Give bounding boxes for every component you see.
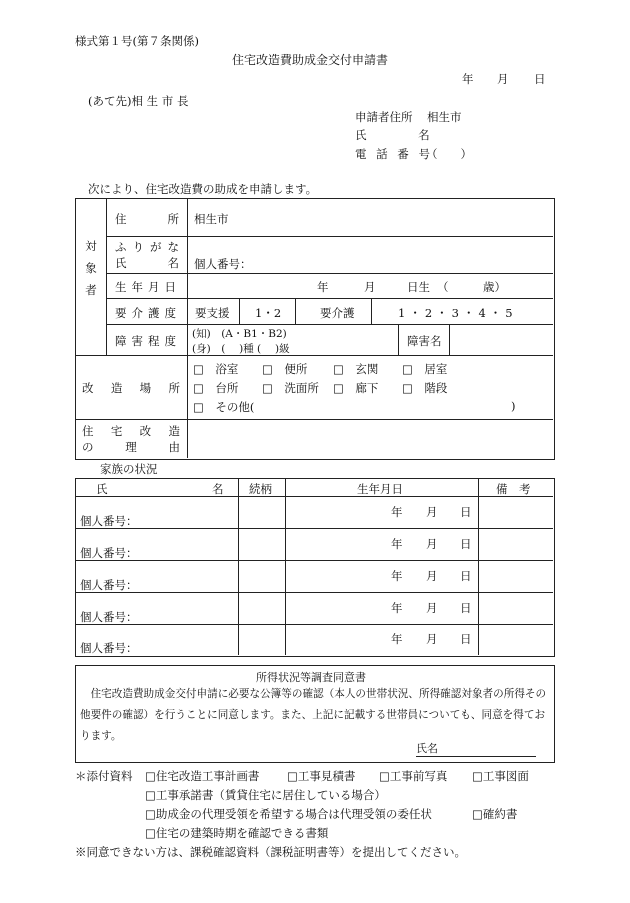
applicant-phone-label: 電 話 番 号: [355, 147, 433, 161]
subject-furigana-label: ふりがな: [115, 240, 185, 254]
family-heading: 家族の状況: [100, 462, 158, 476]
subject-disability-line1: (知) (A・B1・B2): [192, 328, 287, 340]
family-row-1-personal-number: 個人番号：: [80, 514, 138, 528]
page-title: 住宅改造費助成金交付申請書: [232, 53, 389, 67]
renovation-washroom[interactable]: □ 洗面所: [262, 381, 319, 395]
subject-group-label: 対象者: [85, 239, 97, 297]
attachment-photos[interactable]: □工事前写真: [379, 769, 448, 783]
attachments-label: ＊添付資料: [75, 769, 133, 783]
subject-care-needed-label: 要介護: [320, 306, 355, 320]
subject-support-label: 要支援: [195, 306, 230, 320]
attachment-pledge[interactable]: □確約書: [472, 807, 518, 821]
subject-support-levels: 1・2: [255, 306, 282, 320]
attachment-estimate[interactable]: □工事見積書: [287, 769, 356, 783]
subject-disability-label: 障害程度: [115, 334, 181, 348]
family-row-5-month: 月: [426, 632, 438, 646]
subject-address-value: 相生市: [194, 212, 229, 226]
applicant-phone-value: （ ）: [426, 147, 472, 161]
footnote: ※同意できない方は、課税確認資料（課税証明書等）を提出してください。: [75, 845, 466, 859]
renovation-label: 改 造 場 所: [82, 381, 180, 395]
applicant-address-label: 申請者住所: [355, 110, 413, 124]
renovation-other[interactable]: □ その他(: [193, 400, 255, 414]
subject-birth-year: 年: [317, 280, 329, 294]
family-row-2-day: 日: [460, 537, 472, 551]
reason-label-line1: 住 宅 改 造: [82, 424, 180, 438]
form-number: 様式第１号(第７条関係): [75, 34, 199, 48]
renovation-kitchen[interactable]: □ 台所: [193, 381, 239, 395]
family-row-4-year: 年: [391, 601, 403, 615]
subject-address-label: 住 所: [115, 212, 179, 226]
subject-birth-month: 月: [364, 280, 376, 294]
subject-birth-day: 日生: [407, 280, 430, 294]
subject-age: （ 歳）: [437, 280, 506, 294]
subject-personal-number: 個人番号：: [194, 257, 252, 271]
subject-care-levels: 1・2・3・4・5: [398, 306, 517, 320]
attachment-drawings[interactable]: □工事図面: [472, 769, 529, 783]
renovation-stairs[interactable]: □ 階段: [402, 381, 448, 395]
family-row-5-day: 日: [460, 632, 472, 646]
subject-birth-label: 生年月日: [115, 280, 181, 294]
renovation-entrance[interactable]: □ 玄関: [333, 362, 379, 376]
date-day-label: 日: [534, 72, 546, 86]
date-month-label: 月: [497, 72, 509, 86]
family-row-4-day: 日: [460, 601, 472, 615]
renovation-bath[interactable]: □ 浴室: [193, 362, 239, 376]
family-header-relation: 続柄: [249, 482, 272, 496]
family-row-4-personal-number: 個人番号：: [80, 610, 138, 624]
addressee: (あて先)相 生 市 長: [88, 94, 189, 108]
subject-care-label: 要介護度: [115, 306, 181, 320]
family-row-3-month: 月: [426, 569, 438, 583]
family-row-3-day: 日: [460, 569, 472, 583]
subject-name-label: 氏 名: [115, 256, 179, 270]
consent-body: 住宅改造費助成金交付申請に必要な公簿等の確認（本人の世帯状況、所得確認対象者の所得その他要件の確認）を行うことに同意します。また、上記に記載する世帯員についても、同意を得ております。: [80, 688, 547, 742]
family-table: [75, 478, 555, 657]
applicant-address-value: 相生市: [427, 110, 462, 124]
family-row-1-year: 年: [391, 505, 403, 519]
renovation-toilet[interactable]: □ 便所: [262, 362, 308, 376]
consent-signature: [416, 740, 536, 757]
family-row-3-year: 年: [391, 569, 403, 583]
intro-text: 次により、住宅改造費の助成を申請します。: [88, 182, 318, 196]
family-row-3-personal-number: 個人番号：: [80, 578, 138, 592]
applicant-name-label-text: 氏 名: [355, 128, 454, 142]
family-header-name-right: 名: [212, 482, 224, 496]
renovation-other-close: ): [511, 399, 516, 413]
consent-name-label[interactable]: 氏名: [416, 740, 536, 757]
subject-table: [75, 198, 555, 460]
consent-title: 所得状況等調査同意書: [256, 671, 366, 684]
family-row-2-personal-number: 個人番号：: [80, 546, 138, 560]
family-header-notes: 備 考: [496, 482, 531, 496]
family-header-birth: 生年月日: [357, 482, 403, 496]
family-row-2-month: 月: [426, 537, 438, 551]
subject-disability-line2: (身) ( )種 ( )級: [192, 343, 290, 355]
renovation-living-room[interactable]: □ 居室: [402, 362, 448, 376]
attachment-consent-letter[interactable]: □工事承諾書（賃貸住宅に居住している場合）: [145, 788, 386, 802]
family-header-name-left: 氏: [96, 482, 108, 496]
family-row-1-month: 月: [426, 505, 438, 519]
attachment-build-date[interactable]: □住宅の建築時期を確認できる書類: [145, 826, 329, 840]
attachment-proxy-letter[interactable]: □助成金の代理受領を希望する場合は代理受領の委任状: [145, 807, 432, 821]
family-row-4-month: 月: [426, 601, 438, 615]
renovation-hallway[interactable]: □ 廊下: [333, 381, 379, 395]
reason-label-line2: の 理 由: [82, 440, 180, 454]
date-year-label: 年: [462, 72, 474, 86]
family-row-5-year: 年: [391, 632, 403, 646]
family-row-1-day: 日: [460, 505, 472, 519]
attachment-plan[interactable]: □住宅改造工事計画書: [145, 769, 260, 783]
family-row-5-personal-number: 個人番号：: [80, 641, 138, 655]
applicant-name-label: [355, 127, 454, 143]
subject-disability-name-label: 障害名: [407, 334, 442, 348]
family-row-2-year: 年: [391, 537, 403, 551]
